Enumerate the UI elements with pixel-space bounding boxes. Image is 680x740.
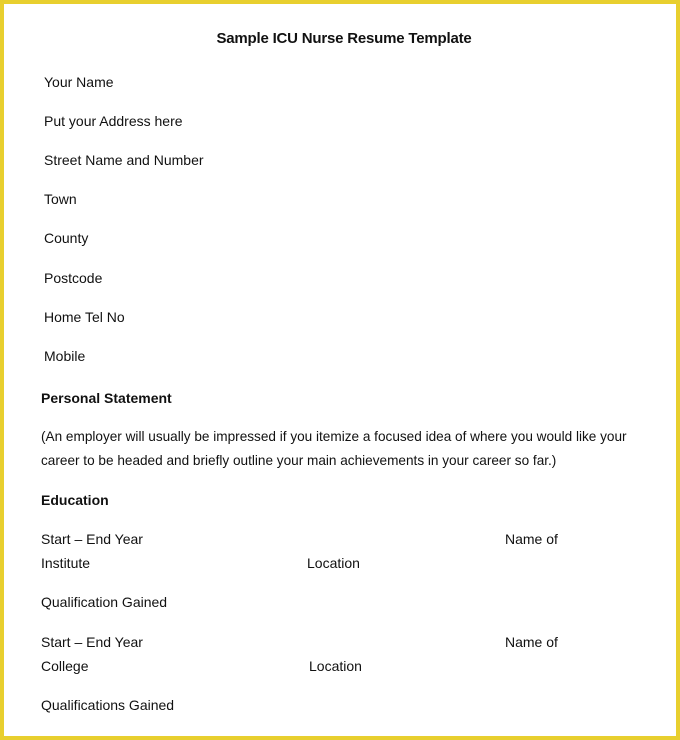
education-years: Start – End Year (41, 531, 143, 547)
contact-town: Town (44, 191, 77, 207)
contact-mobile: Mobile (44, 348, 86, 364)
education-name-of: Name of (505, 531, 558, 547)
education-institution: College (41, 658, 89, 674)
education-institution: Institute (41, 555, 91, 571)
education-qualification: Qualifications Gained (41, 697, 175, 713)
contact-street: Street Name and Number (44, 152, 204, 168)
education-heading: Education (41, 492, 109, 508)
personal-statement-line-1: (An employer will usually be impressed if you itemize a focused idea of where you would like your (41, 429, 627, 444)
education-qualification: Qualification Gained (41, 594, 168, 610)
contact-postcode: Postcode (44, 270, 103, 286)
personal-statement-heading: Personal Statement (41, 390, 172, 406)
education-name-of: Name of (505, 634, 558, 650)
contact-address: Put your Address here (44, 113, 183, 129)
contact-home-tel: Home Tel No (44, 309, 125, 325)
education-years: Start – End Year (41, 634, 143, 650)
personal-statement-line-2: career to be headed and briefly outline your main achievements in your career so far.) (41, 453, 557, 468)
contact-county: County (44, 230, 89, 246)
contact-name: Your Name (44, 74, 114, 90)
education-location: Location (307, 555, 360, 571)
education-location: Location (309, 658, 362, 674)
document-title: Sample ICU Nurse Resume Template (216, 30, 472, 47)
